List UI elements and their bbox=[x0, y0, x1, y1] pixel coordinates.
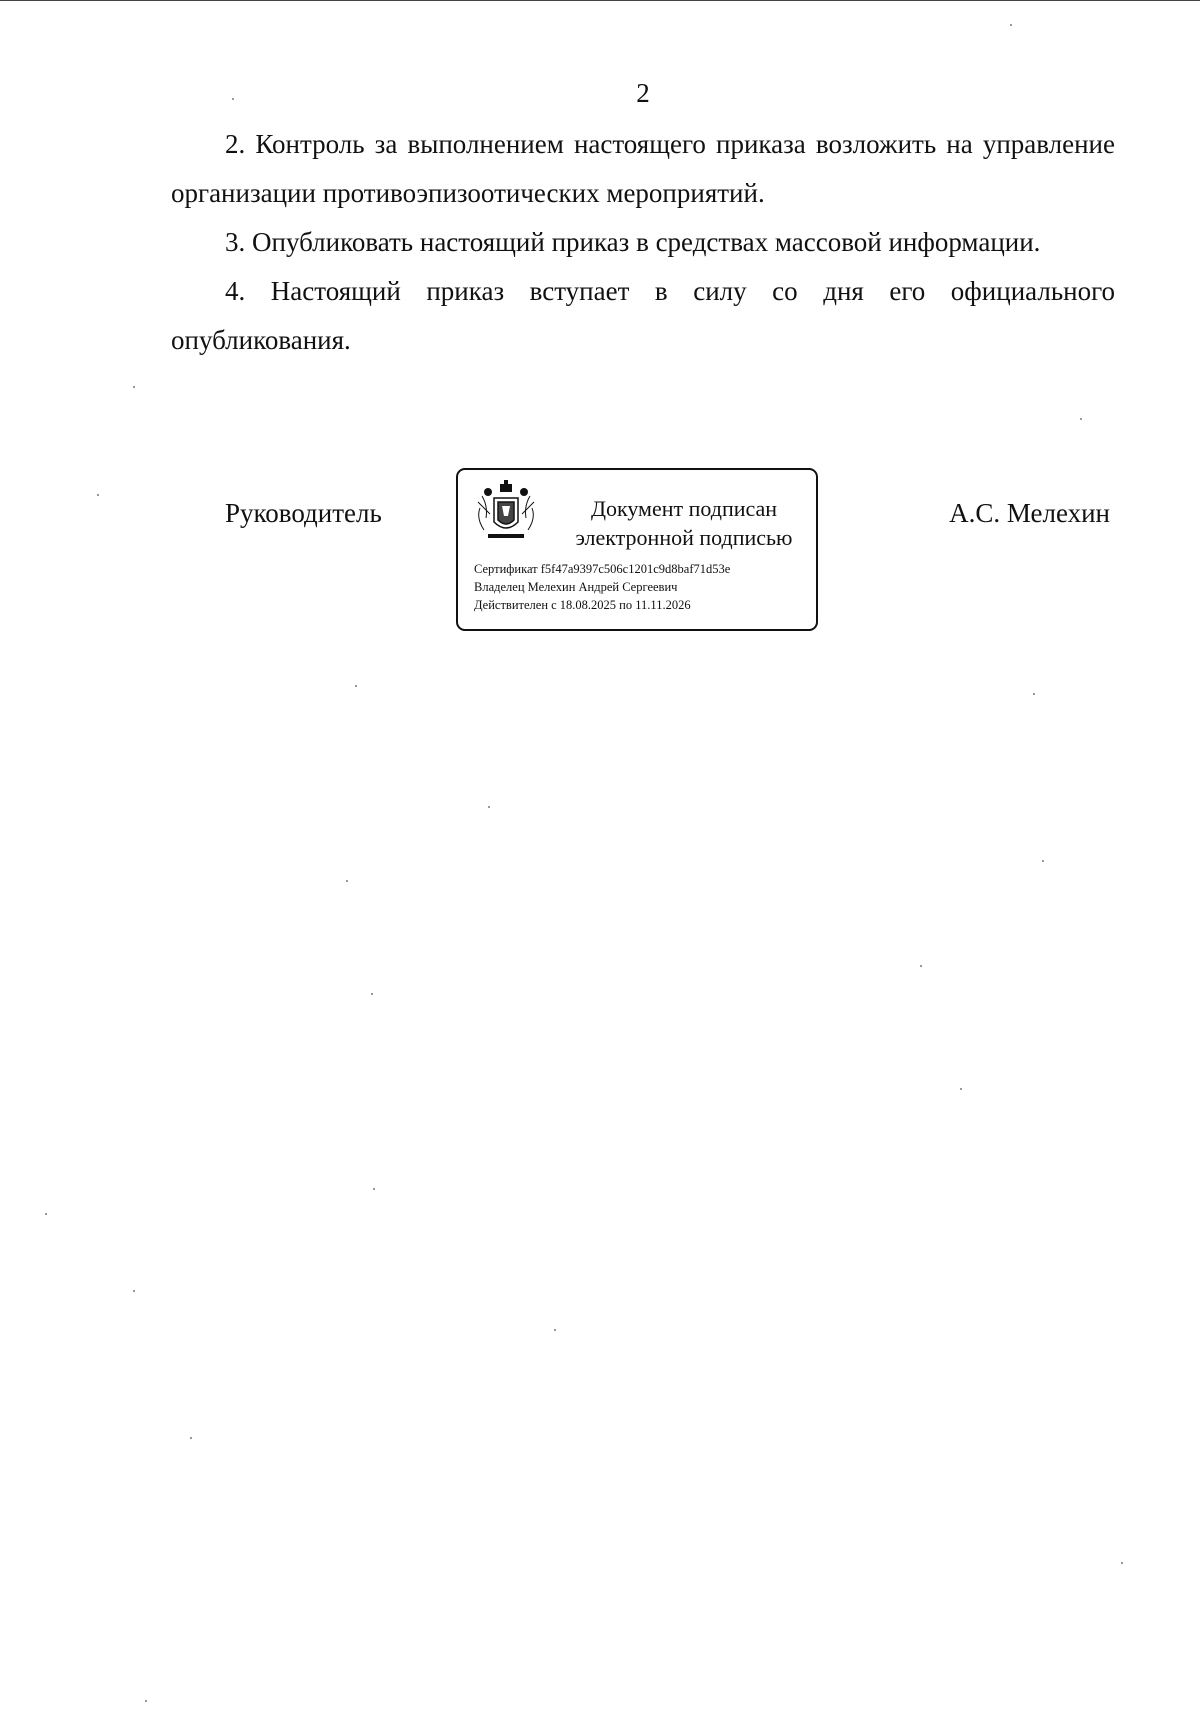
stamp-title bbox=[558, 494, 810, 552]
coat-of-arms-icon bbox=[474, 478, 538, 544]
paragraph-control: 2. Контроль за выполнением настоящего приказа возложить на управление организации противоэпизоотических мероприятий. bbox=[171, 129, 1115, 208]
scan-speck bbox=[346, 880, 348, 882]
scan-speck bbox=[488, 806, 490, 808]
scan-speck bbox=[145, 1700, 147, 1702]
signatory-name: А.С. Мелехин bbox=[949, 498, 1110, 528]
scan-speck bbox=[232, 98, 234, 100]
scan-speck bbox=[1080, 418, 1082, 420]
scan-speck bbox=[1010, 24, 1012, 26]
scan-speck bbox=[373, 1188, 375, 1190]
scan-speck bbox=[920, 965, 922, 967]
scan-speck bbox=[1033, 693, 1035, 695]
scan-speck bbox=[960, 1088, 962, 1090]
stamp-owner: Владелец Мелехин Андрей Сергеевич bbox=[474, 580, 678, 594]
scan-speck bbox=[1121, 1562, 1123, 1564]
stamp-title-line1: Документ подписан bbox=[590, 496, 778, 521]
electronic-signature-stamp bbox=[456, 468, 818, 631]
stamp-details bbox=[474, 560, 730, 614]
stamp-title-line2: электронной подписью bbox=[575, 525, 793, 550]
paragraph-publish: 3. Опубликовать настоящий приказ в средствах массовой информации. bbox=[225, 227, 1041, 257]
scan-speck bbox=[45, 1213, 47, 1215]
scan-speck bbox=[97, 494, 99, 496]
scan-speck bbox=[133, 1290, 135, 1292]
scan-speck bbox=[355, 685, 357, 687]
scan-speck bbox=[554, 1329, 556, 1331]
stamp-validity: Действителен с 18.08.2025 по 11.11.2026 bbox=[474, 598, 691, 612]
scan-speck bbox=[371, 993, 373, 995]
scan-speck bbox=[1042, 860, 1044, 862]
document-body bbox=[171, 120, 1115, 365]
top-edge-line bbox=[0, 0, 1200, 1]
scan-speck bbox=[190, 1437, 192, 1439]
page-number: 2 bbox=[636, 78, 650, 108]
paragraph-effective: 4. Настоящий приказ вступает в силу со дня его официального опубликования. bbox=[171, 276, 1115, 355]
stamp-certificate: Сертификат f5f47a9397c506c1201c9d8baf71d53e bbox=[474, 562, 731, 576]
scan-speck bbox=[133, 386, 135, 388]
signatory-position: Руководитель bbox=[225, 498, 382, 528]
